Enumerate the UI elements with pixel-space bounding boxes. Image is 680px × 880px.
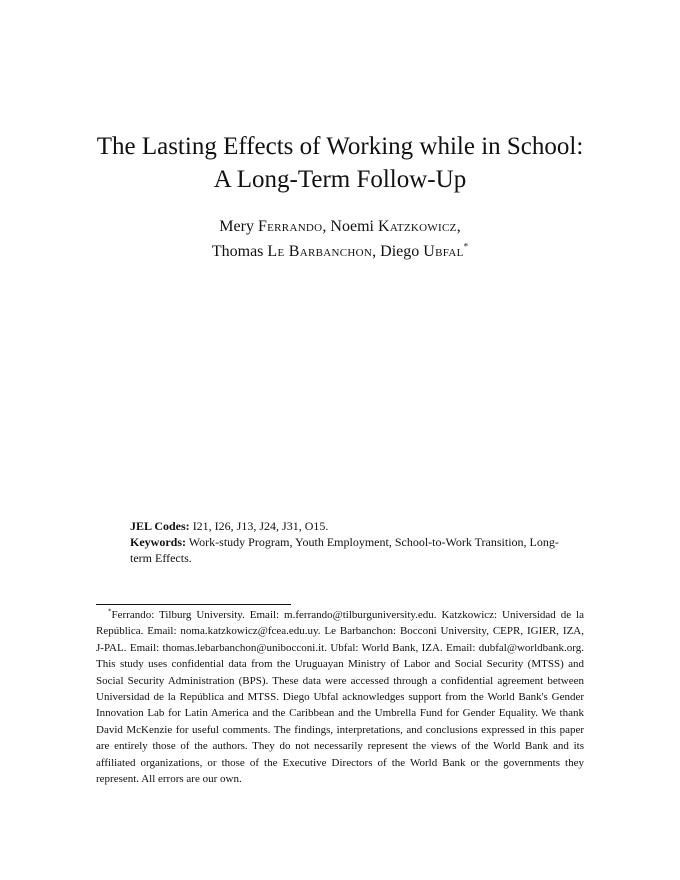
jel-codes-value: I21, I26, J13, J24, J31, O15. (192, 519, 329, 533)
author-footnote (96, 607, 584, 787)
author-last-name: Ubfal (423, 243, 464, 260)
author-first-name: Mery (219, 218, 254, 235)
footnote-marker[interactable]: * (463, 241, 469, 252)
footnote-divider (96, 604, 291, 605)
author-line-1: Mery Ferrando, Noemi Katzkowicz, (219, 218, 461, 235)
keywords (130, 534, 560, 566)
author-line-2: Thomas Le Barbanchon, Diego Ubfal* (211, 241, 469, 260)
author-first-name: Thomas (211, 243, 264, 260)
author-first-name: Noemi (330, 218, 374, 235)
keywords-value: Work-study Program, Youth Employment, School-to-Work Transition, Long-term Effects. (130, 535, 559, 565)
author-last-name: Le Barbanchon (267, 243, 373, 260)
paper-title-line-1: The Lasting Effects of Working while in School: (96, 133, 584, 160)
jel-codes (130, 518, 560, 534)
jel-codes-label: JEL Codes: (130, 519, 190, 533)
author-last-name: Katzkowicz (377, 218, 457, 235)
footnote-text: Ferrando: Tilburg University. Email: m.ferrando@tilburguniversity.edu. Katzkowicz: Universidad de la República. Email: noma.katzkowicz@fcea.edu.uy. Le Barbanchon: Bocconi University, CEPR, IGIER, IZA, J-PAL. Email: thomas.lebarbanchon@unibocconi.it. Ubfal: World Bank, IZA. Email: dubfal@worldbank.org. This study uses confidential data from the Uruguayan Ministry of Labor and Social Security (MTSS) and Social Security Administration (BPS). These data were accessed through a confidential agreement between Universidad de la República and MTSS. Diego Ubfal acknowledges support from the World Bank's Gender Innovation Lab for Latin America and the Caribbean and the Umbrella Fund for Gender Equality. We thank David McKenzie for useful comments. The findings, interpretations, and conclusions expressed in this paper are entirely those of the authors. They do not necessarily represent the views of the World Bank and its affiliated organizations, or those of the Executive Directors of the World Bank or the governments they represent. All errors are our own. (96, 609, 584, 786)
paper-title (40, 130, 640, 196)
keywords-label: Keywords: (130, 535, 186, 549)
paper-metadata (130, 518, 560, 566)
paper-title-line-2: A Long-Term Follow-Up (213, 166, 467, 193)
author-last-name: Ferrando (257, 218, 323, 235)
author-first-name: Diego (380, 243, 420, 260)
author-list (40, 214, 640, 264)
footnote-mark: * (108, 607, 112, 616)
